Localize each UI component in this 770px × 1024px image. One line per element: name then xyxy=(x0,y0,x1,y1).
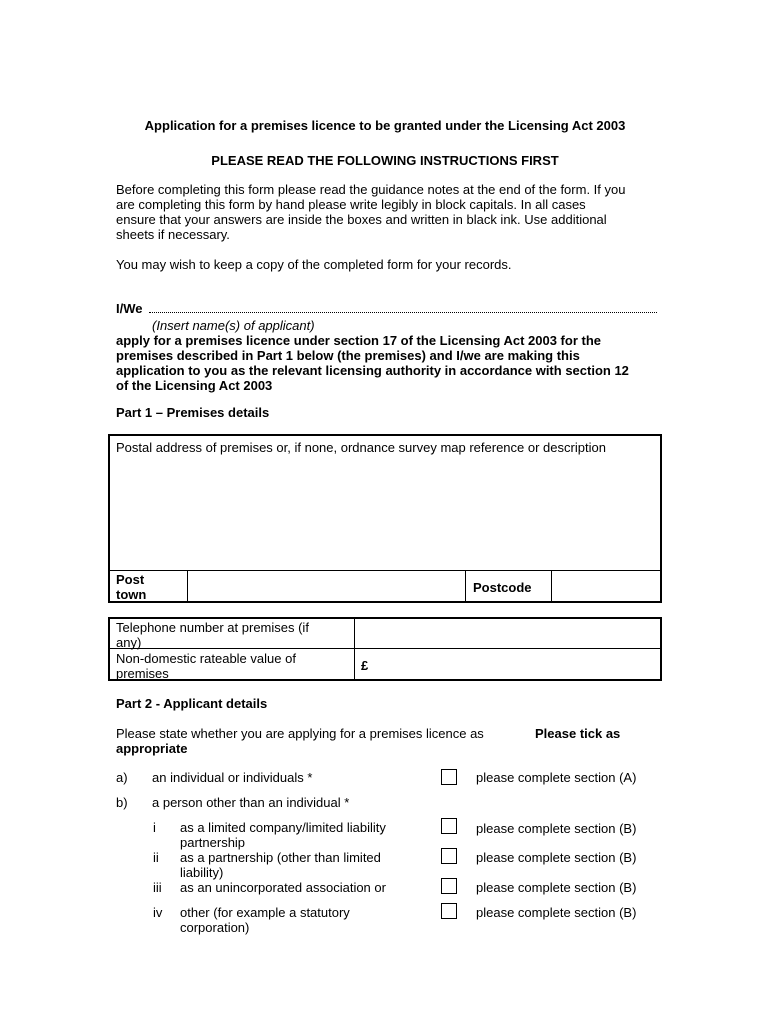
post-town-label-line: town xyxy=(116,587,147,602)
option-label-line: as a partnership (other than limited xyxy=(180,850,381,865)
divider xyxy=(109,570,661,571)
unincorporated-association-checkbox[interactable] xyxy=(441,878,457,894)
limited-company-checkbox[interactable] xyxy=(441,818,457,834)
option-action: please complete section (B) xyxy=(476,905,637,920)
rateable-value-label xyxy=(116,651,296,681)
divider xyxy=(354,618,355,680)
form-title: Application for a premises licence to be granted under the Licensing Act 2003 xyxy=(144,118,626,133)
option-marker: a) xyxy=(116,770,128,785)
intro-line: ensure that your answers are inside the boxes and written in black ink. Use additional xyxy=(116,212,607,227)
option-marker: b) xyxy=(116,795,128,810)
option-action: please complete section (B) xyxy=(476,821,637,836)
instructions-heading: PLEASE READ THE FOLLOWING INSTRUCTIONS FIRST xyxy=(211,153,559,168)
question-line: appropriate xyxy=(116,741,188,756)
option-label-line: liability) xyxy=(180,865,224,880)
address-label: Postal address of premises or, if none, ordnance survey map reference or description xyxy=(116,440,606,455)
postcode-label: Postcode xyxy=(473,580,532,595)
intro-line: sheets if necessary. xyxy=(116,227,230,242)
intro-line: are completing this form by hand please write legibly in block capitals. In all cases xyxy=(116,197,586,212)
option-label xyxy=(180,850,381,880)
option-action: please complete section (B) xyxy=(476,850,637,865)
tick-heading: Please tick as xyxy=(535,726,621,741)
option-label-line: partnership xyxy=(180,835,246,850)
divider xyxy=(551,570,552,602)
option-marker: i xyxy=(153,820,156,835)
intro-paragraph xyxy=(116,182,661,242)
address-input-area[interactable] xyxy=(114,458,658,568)
rateable-value-label-line: premises xyxy=(116,666,169,681)
question-line: Please state whether you are applying for a premises licence as xyxy=(116,726,484,741)
post-town-label-line: Post xyxy=(116,572,145,587)
statement-line: of the Licensing Act 2003 xyxy=(116,378,273,393)
option-marker: iv xyxy=(153,905,163,920)
post-town-field[interactable] xyxy=(189,572,464,601)
rateable-value-field[interactable] xyxy=(375,650,660,679)
currency-symbol: £ xyxy=(361,658,369,673)
rateable-value-label-line: Non-domestic rateable value of xyxy=(116,651,296,666)
telephone-label-line: any) xyxy=(116,635,142,650)
copy-note: You may wish to keep a copy of the completed form for your records. xyxy=(116,257,512,272)
telephone-label-line: Telephone number at premises (if xyxy=(116,620,309,635)
option-marker: ii xyxy=(153,850,159,865)
telephone-label xyxy=(116,620,309,650)
option-label-line: as a limited company/limited liability xyxy=(180,820,386,835)
applicant-hint: (Insert name(s) of applicant) xyxy=(152,318,315,333)
option-label-line: corporation) xyxy=(180,920,250,935)
partnership-checkbox[interactable] xyxy=(441,848,457,864)
option-label: an individual or individuals * xyxy=(152,770,313,785)
option-label: a person other than an individual * xyxy=(152,795,350,810)
option-label: as an unincorporated association or xyxy=(180,880,386,895)
applicant-type-question xyxy=(116,726,484,756)
applicant-name-field[interactable] xyxy=(149,312,657,313)
other-checkbox[interactable] xyxy=(441,903,457,919)
part1-heading: Part 1 – Premises details xyxy=(116,405,270,420)
option-action: please complete section (A) xyxy=(476,770,637,785)
option-label-line: other (for example a statutory xyxy=(180,905,350,920)
statement-line: apply for a premises licence under section 17 of the Licensing Act 2003 for the xyxy=(116,333,601,348)
post-town-label xyxy=(116,572,146,602)
part2-heading: Part 2 - Applicant details xyxy=(116,696,268,711)
intro-line: Before completing this form please read the guidance notes at the end of the form. If you xyxy=(116,182,626,197)
divider xyxy=(187,570,188,602)
option-action: please complete section (B) xyxy=(476,880,637,895)
postcode-field[interactable] xyxy=(553,572,660,601)
statement-line: premises described in Part 1 below (the premises) and I/we are making this xyxy=(116,348,580,363)
telephone-field[interactable] xyxy=(356,619,660,647)
option-marker: iii xyxy=(153,880,162,895)
option-label xyxy=(180,905,350,935)
statement-line: application to you as the relevant licensing authority in accordance with section 12 xyxy=(116,363,629,378)
divider xyxy=(465,570,466,602)
application-statement xyxy=(116,333,676,393)
applicant-label: I/We xyxy=(116,301,143,316)
option-label xyxy=(180,820,386,850)
individual-checkbox[interactable] xyxy=(441,769,457,785)
